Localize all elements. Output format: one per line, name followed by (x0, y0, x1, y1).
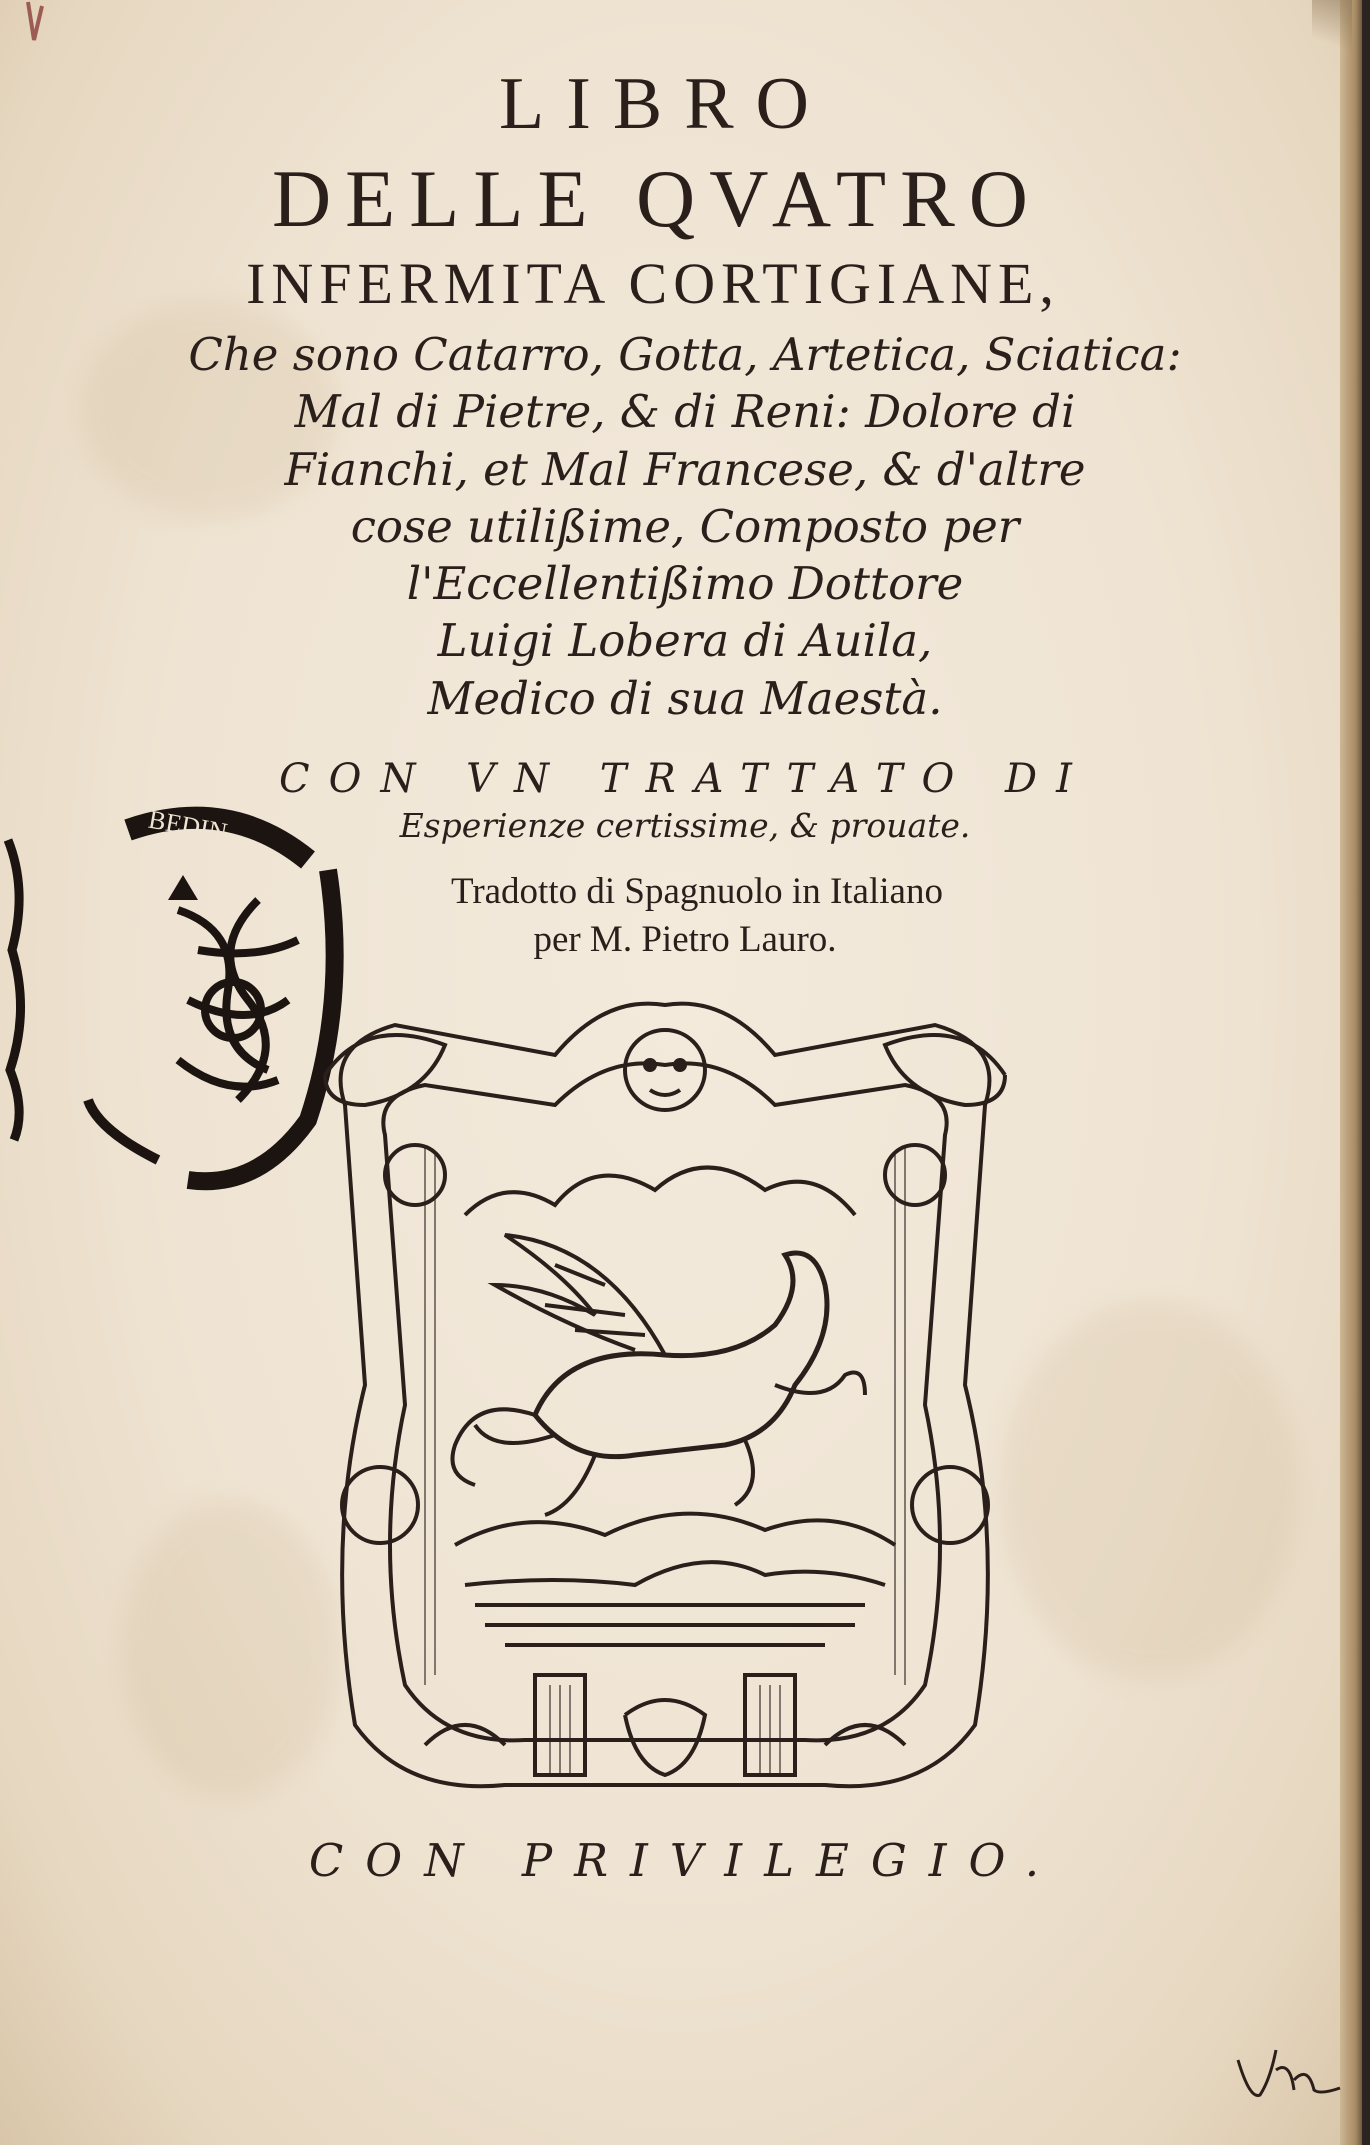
translation-line-1: Tradotto di Spagnuolo in Italiano (451, 871, 943, 912)
author-name: Luigi Lobera di Auila, (437, 614, 933, 667)
svg-text:BEDIN: BEDIN (146, 804, 230, 847)
subtitle-line-4: cose utilißime, Composto per (350, 500, 1020, 553)
foxing-stain (1000, 1300, 1300, 1680)
treatise-heading: CON VN TRATTATO DI (279, 756, 1091, 802)
title-line-infermita: INFERMITA CORTIGIANE, (246, 251, 1060, 316)
subtitle-line-2: Mal di Pietre, & di Reni: Dolore di (294, 385, 1076, 438)
title-line-delle-quatro: DELLE QVATRO (271, 153, 1043, 244)
page-corner-shadow (1312, 0, 1352, 60)
author-line-1: l'Eccellentißimo Dottore (406, 557, 964, 610)
pegasus-woodcut-icon (305, 985, 1025, 1815)
subtitle-line-1: Che sono Catarro, Gotta, Artetica, Sciatica: (188, 328, 1182, 381)
privilege-notice: CON PRIVILEGIO. (308, 1834, 1062, 1887)
title-line-libro: LIBRO (499, 63, 831, 145)
treatise-subheading: Esperienze certissime, & prouate. (399, 806, 971, 845)
translator-line: per M. Pietro Lauro. (533, 919, 837, 960)
subtitle-line-3: Fianchi, et Mal Francese, & d'altre (284, 443, 1086, 496)
handwritten-mark-icon (1230, 2040, 1350, 2110)
page-edge (1340, 0, 1362, 2145)
stamp-fragment-icon (0, 830, 40, 1150)
ink-mark-icon (14, 0, 54, 56)
author-title: Medico di sua Maestà. (427, 672, 943, 725)
